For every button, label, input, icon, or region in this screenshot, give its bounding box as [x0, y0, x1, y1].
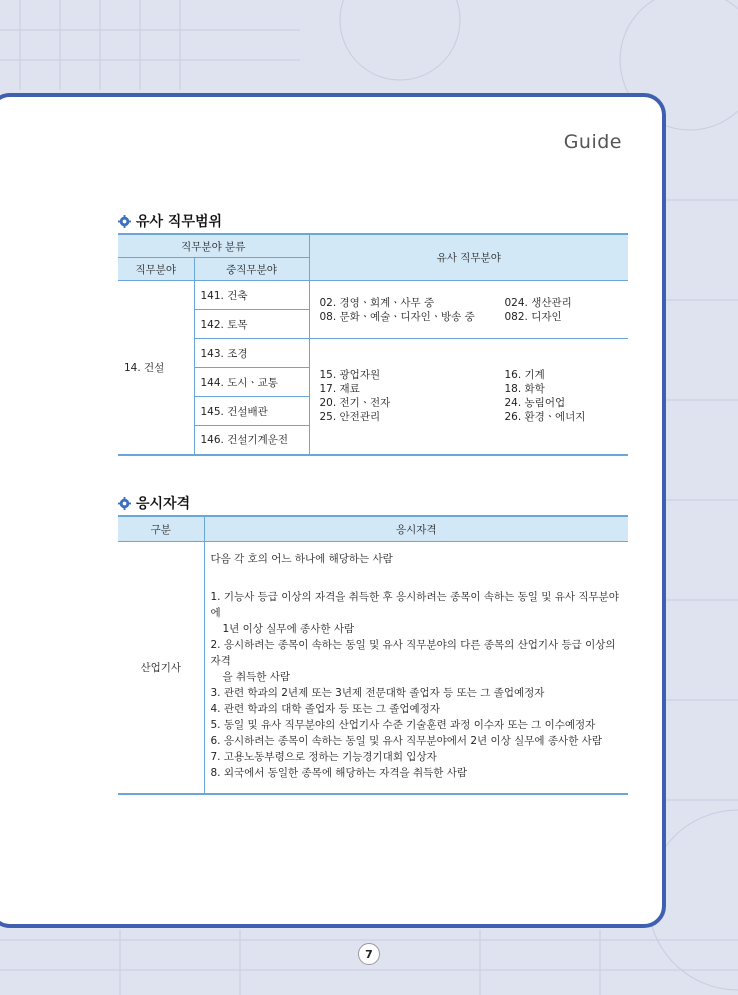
- section1-title: 유사 직무범위: [136, 214, 223, 230]
- qualification-intro: 다음 각 호의 어느 하나에 해당하는 사람: [210, 553, 393, 565]
- page-number-badge: [358, 943, 380, 965]
- qualification-item: 4. 관련 학과의 대학 졸업자 등 또는 그 졸업예정자: [210, 703, 440, 715]
- guide-label: Guide: [563, 131, 622, 153]
- qualification-item: 2. 응시하려는 종목이 속하는 동일 및 유사 직무분야의 다른 종목의 산업기사 등급 이상의 자격: [210, 639, 616, 667]
- qualification-item: 1. 기능사 등급 이상의 자격을 취득한 후 응시하려는 종목이 속하는 동일 및 유사 직무분야에: [210, 591, 619, 619]
- similar-item: 26. 환경ㆍ에너지: [504, 411, 586, 424]
- subfield-cell: 142. 토목: [194, 310, 309, 339]
- similar-item: 024. 생산관리: [504, 296, 572, 309]
- content-card: [0, 93, 666, 928]
- qualification-table: [118, 515, 628, 795]
- similar-group-b: [309, 339, 628, 455]
- section-title-qualification: [118, 493, 190, 513]
- category-cell: 산업기사: [118, 542, 204, 795]
- header-group: 직무분야 분류: [118, 234, 309, 258]
- similar-fields-table: [118, 233, 628, 456]
- similar-group-a: [309, 281, 628, 339]
- section2-title: 응시자격: [136, 496, 191, 512]
- qualification-cell: [204, 542, 628, 795]
- similar-item: 25. 안전관리: [319, 411, 381, 424]
- similar-item: 02. 경영ㆍ회계ㆍ사무 중: [319, 296, 435, 309]
- qualification-item: 3. 관련 학과의 2년제 또는 3년제 전문대학 졸업자 등 또는 그 졸업예정자: [210, 687, 545, 699]
- qualification-item: 5. 동일 및 유사 직무분야의 산업기사 수준 기술훈련 과정 이수자 또는 그 이수예정자: [210, 719, 596, 731]
- gear-icon: [118, 497, 131, 510]
- qualification-item: 을 취득한 사람: [222, 671, 291, 683]
- qualification-item: 7. 고용노동부령으로 정하는 기능경기대회 입상자: [210, 751, 437, 763]
- subfield-cell: 145. 건설배관: [194, 397, 309, 426]
- qualification-item: 8. 외국에서 동일한 종목에 해당하는 자격을 취득한 사람: [210, 767, 468, 779]
- similar-item: 18. 화학: [504, 383, 545, 396]
- similar-item: 16. 기계: [504, 369, 545, 382]
- subfield-cell: 144. 도시ㆍ교통: [194, 368, 309, 397]
- qualification-item: 6. 응시하려는 종목이 속하는 동일 및 유사 직무분야에서 2년 이상 실무에 종사한 사람: [210, 735, 602, 747]
- qualification-item: 1년 이상 실무에 종사한 사람: [222, 623, 355, 635]
- header-similar: 유사 직무분야: [309, 234, 628, 281]
- page-number: 7: [365, 947, 373, 961]
- subfield-cell: 141. 건축: [194, 281, 309, 310]
- similar-item: 20. 전기ㆍ전자: [319, 397, 391, 410]
- similar-item: 08. 문화ㆍ예술ㆍ디자인ㆍ방송 중: [319, 310, 475, 323]
- similar-item: 17. 재료: [319, 383, 360, 396]
- subfield-cell: 143. 조경: [194, 339, 309, 368]
- similar-item: 082. 디자인: [504, 310, 562, 323]
- section-title-similar-fields: [118, 211, 222, 231]
- header-subfield: 중직무분야: [194, 258, 309, 281]
- similar-item: 24. 농림어업: [504, 397, 566, 410]
- header-field: 직무분야: [118, 258, 194, 281]
- field-cell: 14. 건설: [118, 281, 194, 455]
- header-qualification: 응시자격: [204, 516, 628, 542]
- similar-item: 15. 광업자원: [319, 369, 381, 382]
- header-category: 구분: [118, 516, 204, 542]
- gear-icon: [118, 215, 131, 228]
- subfield-cell: 146. 건설기계운전: [194, 426, 309, 455]
